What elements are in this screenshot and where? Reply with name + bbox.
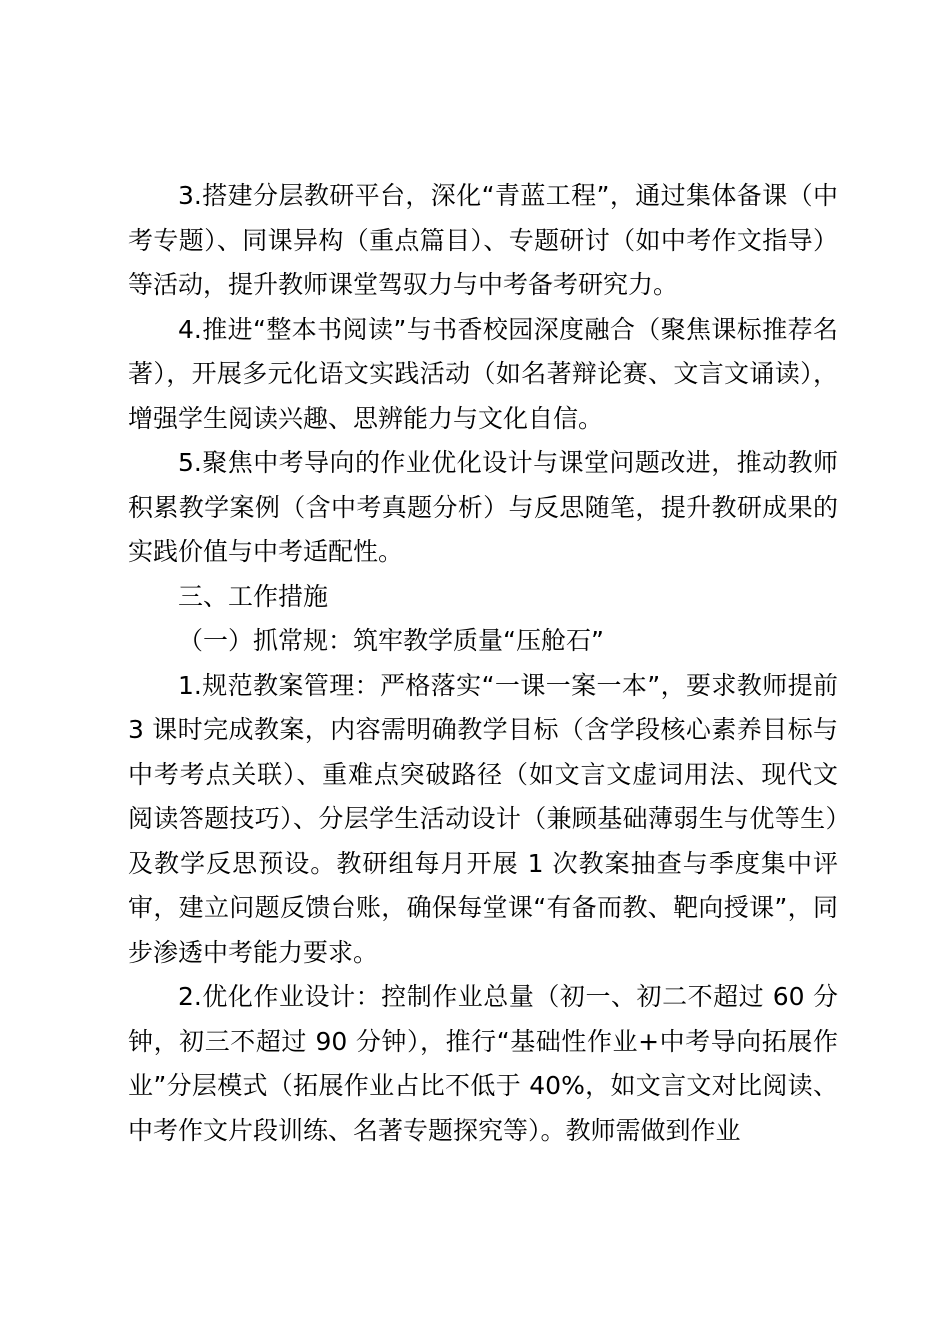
goal-paragraph-3: 3.搭建分层教研平台，深化“青蓝工程”，通过集体备课（中考专题）、同课异构（重点篇目）、专题研讨（如中考作文指导）等活动，提升教师课堂驾驭力与中考备考研究力。 <box>128 181 838 299</box>
measure-paragraph-1: 1.规范教案管理：严格落实“一课一案一本”，要求教师提前 3 课时完成教案，内容需明确教学目标（含学段核心素养目标与中考考点关联）、重难点突破路径（如文言文虚词用法、现代文阅读答题技巧）、分层学生活动设计（兼顾基础薄弱生与优等生）及教学反思预设。教研组每月开展 1 次教案抽查与季度集中评审，建立问题反馈台账，确保每堂课“有备而教、靶向授课”，同步渗透中考能力要求。 <box>128 670 838 967</box>
measure-paragraph-2: 2.优化作业设计：控制作业总量（初一、初二不超过 60 分钟，初三不超过 90 分钟），推行“基础性作业+中考导向拓展作业”分层模式（拓展作业占比不低于 40%，如文言文对比阅读、中考作文片段训练、名著专题探究等）。教师需做到作业 <box>128 982 838 1145</box>
document-body <box>128 174 838 1153</box>
section-heading: 三、工作措施 <box>178 581 329 611</box>
goal-paragraph-4: 4.推进“整本书阅读”与书香校园深度融合（聚焦课标推荐名著），开展多元化语文实践活动（如名著辩论赛、文言文诵读），增强学生阅读兴趣、思辨能力与文化自信。 <box>128 314 838 433</box>
subsection-heading: （一）抓常规：筑牢教学质量“压舱石” <box>178 626 604 655</box>
goal-paragraph-5: 5.聚焦中考导向的作业优化设计与课堂问题改进，推动教师积累教学案例（含中考真题分析）与反思随笔，提升教研成果的实践价值与中考适配性。 <box>128 448 838 566</box>
